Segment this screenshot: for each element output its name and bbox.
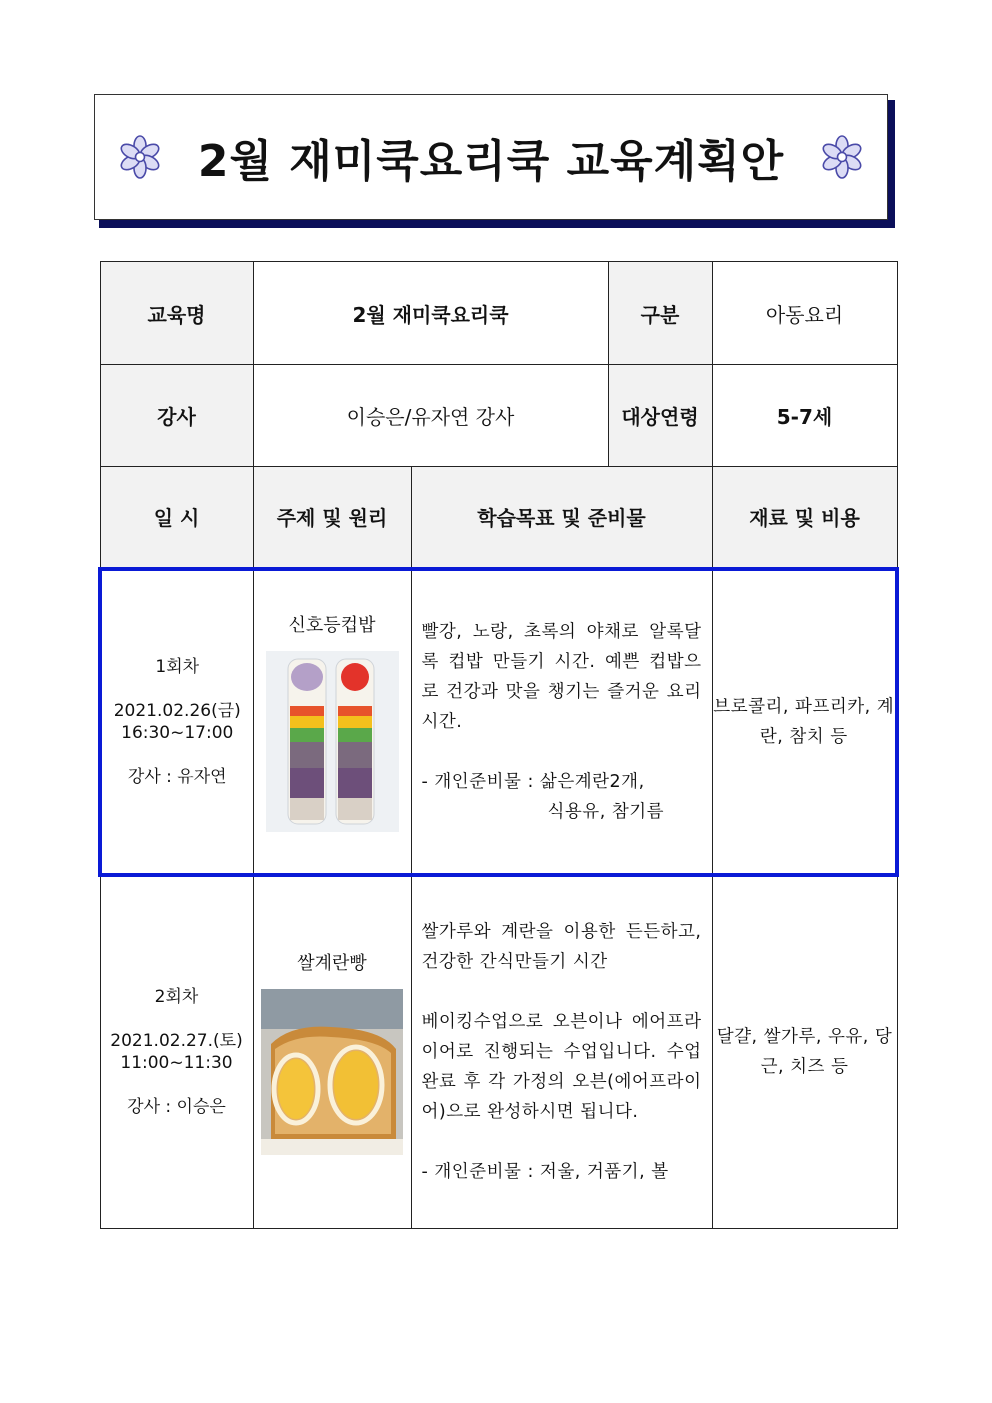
session-row bbox=[100, 875, 897, 1229]
session-date-cell bbox=[100, 875, 253, 1229]
page-title: 2월 재미쿡요리쿡 교육계획안 bbox=[197, 136, 785, 187]
session-instructor: 강사 : 이승은 bbox=[127, 1097, 226, 1118]
course-name: 2월 재미쿡요리쿡 bbox=[253, 262, 608, 365]
label-category: 구분 bbox=[608, 262, 712, 365]
egg-bread-photo bbox=[261, 989, 403, 1155]
flower-icon bbox=[820, 135, 864, 179]
plan-table bbox=[98, 261, 899, 1229]
session-instructor: 강사 : 유자연 bbox=[127, 766, 227, 787]
session-topic-cell bbox=[253, 569, 411, 875]
instructor-names: 이승은/유자연 강사 bbox=[253, 365, 608, 467]
session-materials: 브로콜리, 파프리카, 계란, 참치 등 bbox=[713, 696, 895, 747]
session-materials-cell bbox=[712, 569, 897, 875]
session-description-extra: 베이킹수업으로 오븐이나 에어프라이어로 진행되는 수업입니다. 수업완료 후 각 가정의 오븐(에어프라이어)으로 완성하시면 됩니다. bbox=[421, 1012, 702, 1123]
session-materials: 달걀, 쌀가루, 우유, 당근, 치즈 등 bbox=[716, 1027, 893, 1078]
label-instructor: 강사 bbox=[100, 365, 253, 467]
session-topic: 신호등컵밥 bbox=[288, 615, 376, 636]
session-description: 쌀가루와 계란을 이용한 든든하고, 건강한 간식만들기 시간 bbox=[421, 922, 702, 973]
label-target-age: 대상연령 bbox=[608, 365, 712, 467]
table-row bbox=[100, 365, 897, 467]
session-time: 16:30~17:00 bbox=[121, 722, 234, 743]
session-date-cell bbox=[100, 569, 253, 875]
header-date: 일 시 bbox=[100, 467, 253, 569]
cupbap-photo bbox=[266, 651, 399, 832]
session-prep: - 개인준비물 : 삶은계란2개, bbox=[421, 771, 645, 792]
table-row bbox=[100, 262, 897, 365]
session-prep-continued: 식용유, 참기름 bbox=[547, 801, 665, 822]
session-round: 1회차 bbox=[155, 656, 200, 677]
session-goals-cell bbox=[411, 569, 712, 875]
header-topic: 주제 및 원리 bbox=[253, 467, 411, 569]
course-category: 아동요리 bbox=[712, 262, 897, 365]
session-date: 2021.02.27.(토) bbox=[110, 1031, 243, 1052]
header-materials: 재료 및 비용 bbox=[712, 467, 897, 569]
session-goals-cell bbox=[411, 875, 712, 1229]
flower-icon bbox=[118, 135, 162, 179]
header-goals: 학습목표 및 준비물 bbox=[411, 467, 712, 569]
session-materials-cell bbox=[712, 875, 897, 1229]
table-header-row bbox=[100, 467, 897, 569]
session-description: 빨강, 노랑, 초록의 야채로 알록달록 컵밥 만들기 시간. 예쁜 컵밥으로 건강과 맛을 챙기는 즐거운 요리시간. bbox=[421, 621, 702, 732]
label-course-name: 교육명 bbox=[100, 262, 253, 365]
session-prep: - 개인준비물 : 저울, 거품기, 볼 bbox=[421, 1162, 669, 1183]
title-box bbox=[94, 94, 888, 220]
session-time: 11:00~11:30 bbox=[120, 1053, 233, 1074]
session-round: 2회차 bbox=[154, 987, 199, 1008]
session-row bbox=[100, 569, 897, 875]
session-topic-cell bbox=[253, 875, 411, 1229]
target-age: 5-7세 bbox=[712, 365, 897, 467]
session-date: 2021.02.26(금) bbox=[113, 700, 241, 721]
session-topic: 쌀계란빵 bbox=[297, 953, 367, 975]
